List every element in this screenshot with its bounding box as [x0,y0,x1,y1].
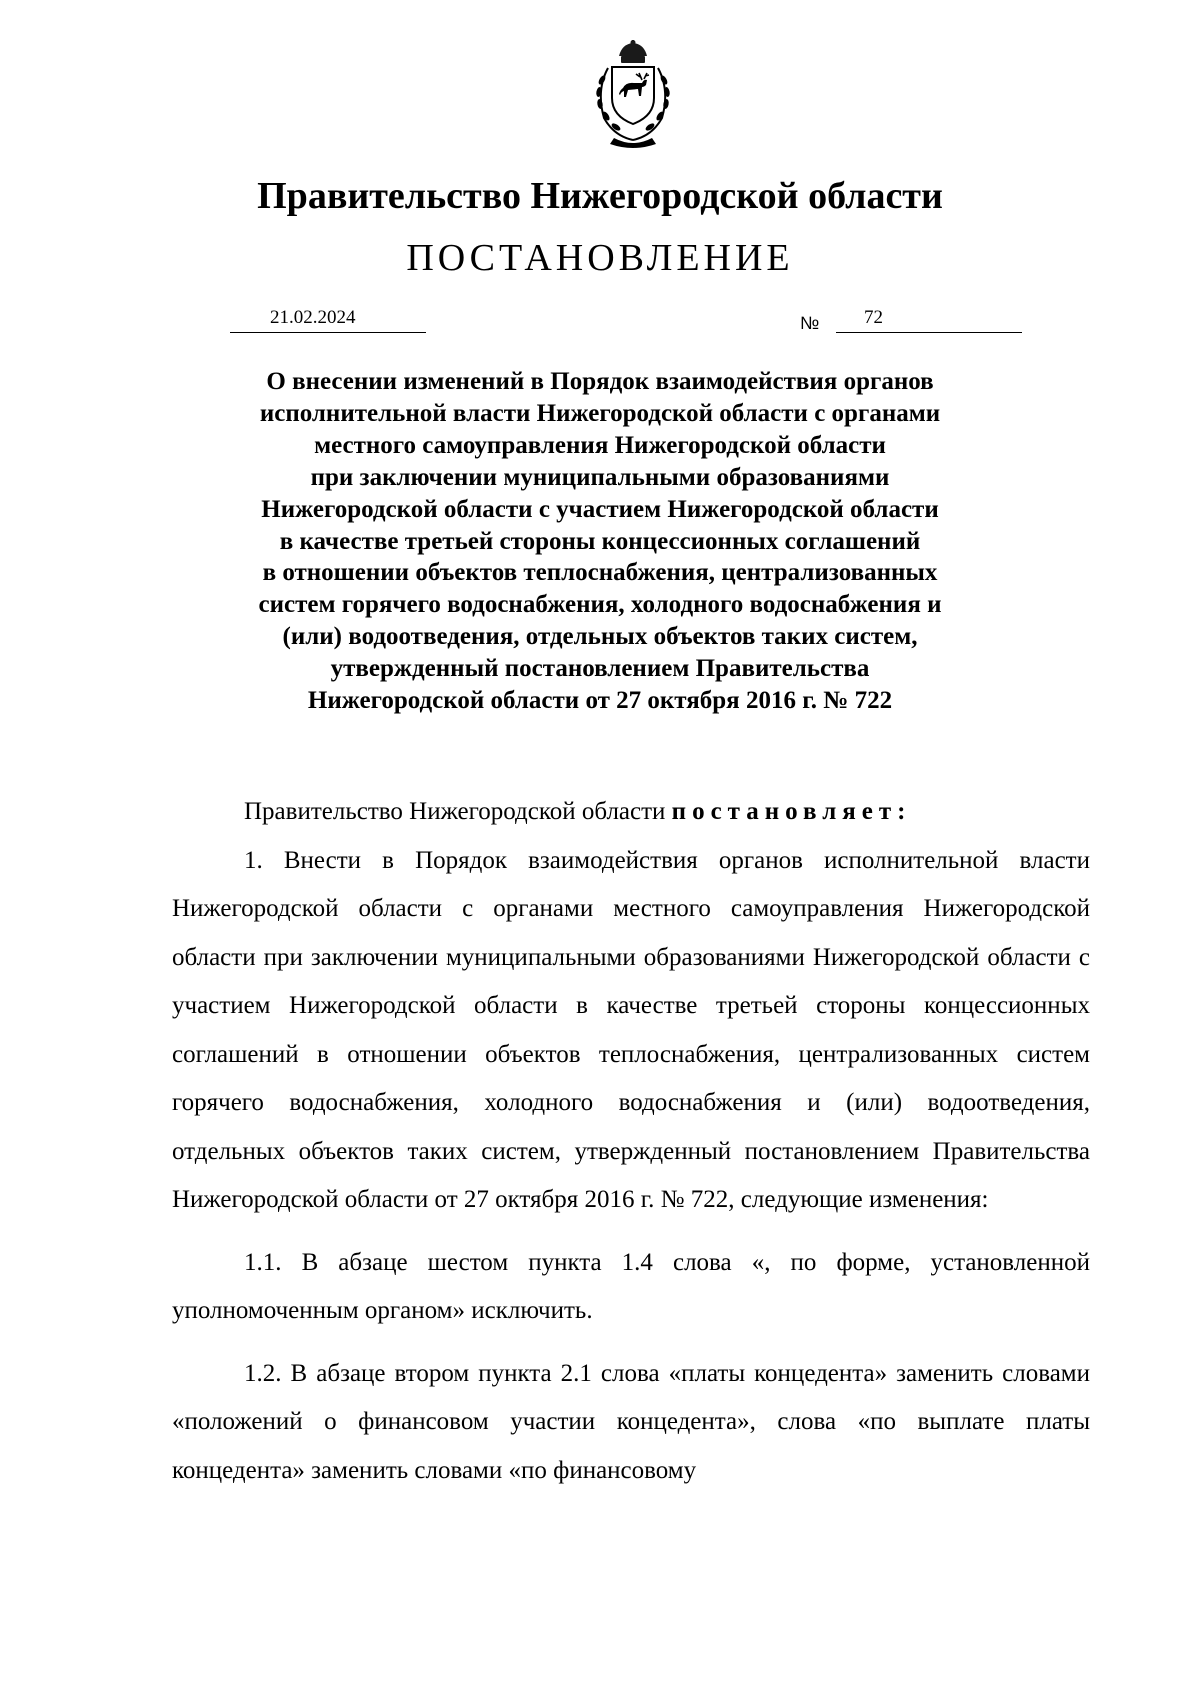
document-number-field [836,306,1022,333]
document-subject-heading [0,366,1200,717]
subject-line: систем горячего водоснабжения, холодного водоснабжения и [258,591,942,619]
subject-line: при заключении муниципальными образованиями [310,463,890,491]
subject-line: исполнительной власти Нижегородской области с органами [259,399,941,427]
subject-line: Нижегородской области от 27 октября 2016 г. № 722 [307,687,893,715]
resolution-intro [172,788,1090,837]
subject-line: местного самоуправления Нижегородской области [314,431,886,459]
intro-text: Правительство Нижегородской области [244,798,666,825]
document-date: 21.02.2024 [270,307,356,328]
document-date-field [230,306,426,333]
subject-line: (или) водоотведения, отдельных объектов таких систем, [282,623,918,651]
document-body [172,788,1090,1495]
subject-line: Нижегородской области с участием Нижегородской области [261,495,939,523]
resolves-keyword: постановляет: [671,798,912,825]
subject-line: О внесении изменений в Порядок взаимодействия органов [266,368,934,395]
nizhny-novgorod-coat-of-arms-icon [578,40,688,152]
subject-line: в отношении объектов теплоснабжения, централизованных [262,559,938,587]
number-sign: № [800,313,820,333]
subject-line: утвержденный постановлением Правительства [330,655,870,683]
organization-title: Правительство Нижегородской области [257,175,943,217]
paragraph-1: 1. Внести в Порядок взаимодействия органов исполнительной власти Нижегородской области с органами местного самоуправления Нижегородской области при заключении муниципальными образованиями Нижегородской области с участием Нижегородской области в качестве третьей стороны концессионных соглашений в отношении объектов теплоснабжения, централизованных систем горячего водоснабжения, холодного водоснабжения и (или) водоотведения, отдельных объектов таких систем, утвержденный постановлением Правительства Нижегородской области от 27 октября 2016 г. № 722, следующие изменения: [172,846,1090,1213]
paragraph-1-2: 1.2. В абзаце втором пункта 2.1 слова «платы концедента» заменить словами «положений о финансовом участии концедента», слова «по выплате платы концедента» заменить словами «по финансовому [172,1359,1090,1484]
document-type-title: ПОСТАНОВЛЕНИЕ [406,237,794,279]
paragraph-1-1: 1.1. В абзаце шестом пункта 1.4 слова «, по форме, установленной уполномоченным органом» исключить. [172,1248,1090,1324]
document-number: 72 [864,307,883,328]
subject-line: в качестве третьей стороны концессионных соглашений [279,527,921,555]
coat-of-arms-emblem [578,40,688,152]
